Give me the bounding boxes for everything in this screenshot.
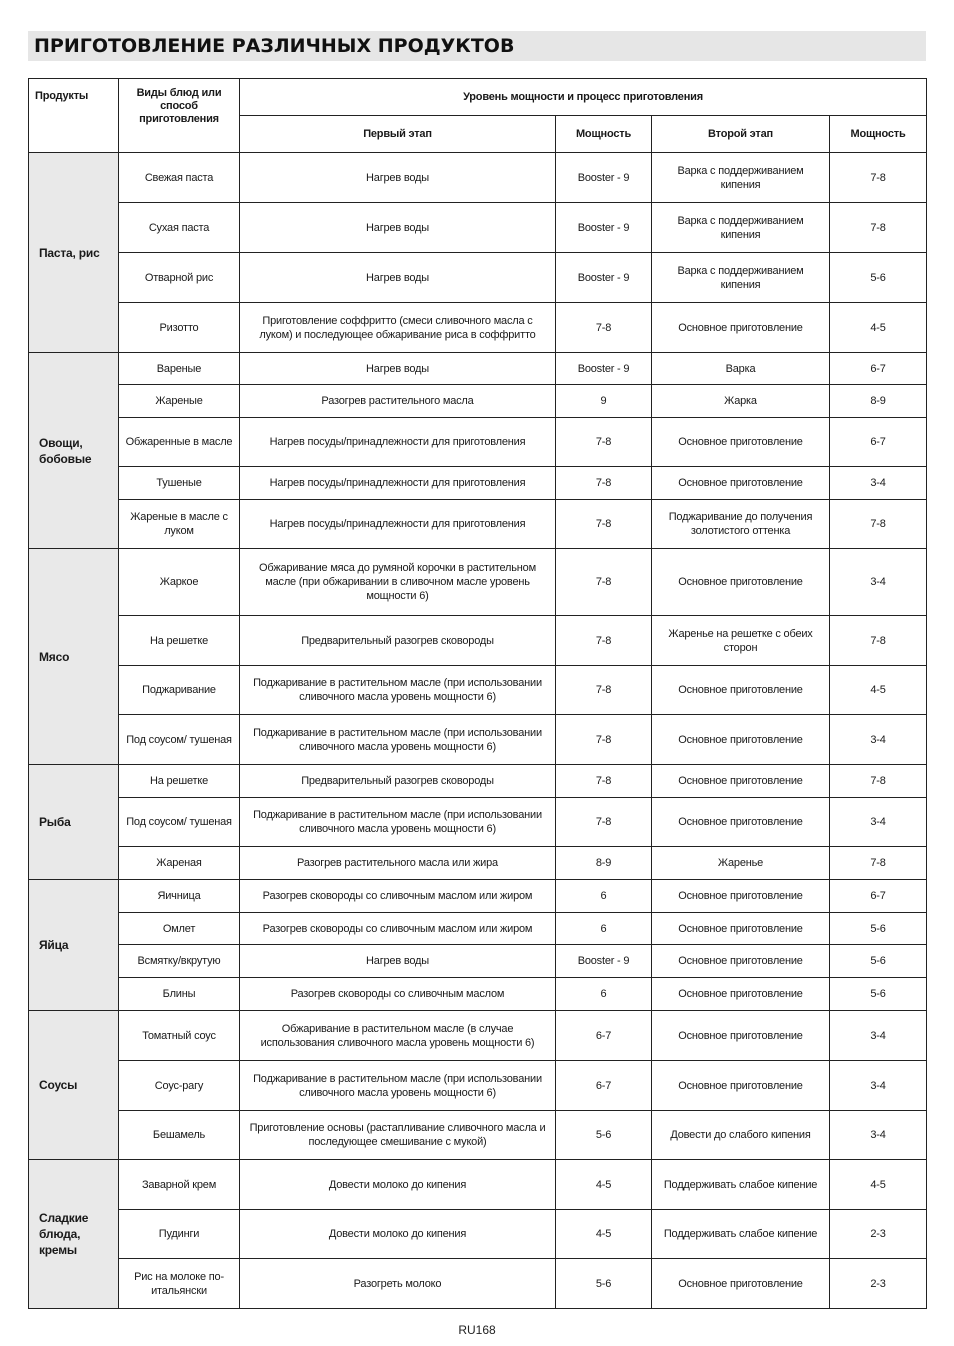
product-group-cell: Сладкие блюда, кремы [29,1160,119,1309]
power-1-cell: 7-8 [556,467,652,500]
table-row [29,765,927,798]
second-stage-cell: Основное приготовление [652,1259,830,1309]
dish-type-cell: Рис на молоке по-итальянски [119,1259,240,1309]
power-2-cell: 4-5 [830,303,927,353]
power-1-cell: Booster - 9 [556,253,652,303]
table-row [29,203,927,253]
power-2-cell: 3-4 [830,715,927,765]
header-second-stage: Второй этап [652,116,830,153]
power-1-cell: 6 [556,880,652,913]
dish-type-cell: Отварной рис [119,253,240,303]
product-group-cell: Паста, рис [29,153,119,353]
power-1-cell: Booster - 9 [556,203,652,253]
first-stage-cell: Разогрев растительного масла [240,385,556,418]
power-2-cell: 5-6 [830,253,927,303]
power-2-cell: 3-4 [830,1111,927,1160]
power-2-cell: 3-4 [830,1011,927,1061]
power-1-cell: 9 [556,385,652,418]
second-stage-cell: Поддерживать слабое кипение [652,1210,830,1259]
first-stage-cell: Обжаривание мяса до румяной корочки в растительном масле (при обжаривании в сливочном масле уровень мощности 6) [240,549,556,616]
first-stage-cell: Обжаривание в растительном масле (в случае использования сливочного масла уровень мощности 6) [240,1011,556,1061]
second-stage-cell: Основное приготовление [652,1011,830,1061]
dish-type-cell: Блины [119,978,240,1011]
dish-type-cell: Поджаривание [119,666,240,715]
power-1-cell: Booster - 9 [556,353,652,385]
power-1-cell: Booster - 9 [556,153,652,203]
dish-type-cell: На решетке [119,765,240,798]
second-stage-cell: Основное приготовление [652,715,830,765]
power-2-cell: 7-8 [830,847,927,880]
second-stage-cell: Основное приготовление [652,666,830,715]
power-1-cell: 7-8 [556,549,652,616]
dish-type-cell: Бешамель [119,1111,240,1160]
first-stage-cell: Нагрев воды [240,353,556,385]
header-power-2: Мощность [830,116,927,153]
power-1-cell: 5-6 [556,1259,652,1309]
power-2-cell: 7-8 [830,153,927,203]
power-2-cell: 7-8 [830,765,927,798]
power-2-cell: 7-8 [830,616,927,666]
table-row [29,418,927,467]
table-row [29,549,927,616]
second-stage-cell: Основное приготовление [652,798,830,847]
power-2-cell: 2-3 [830,1210,927,1259]
dish-type-cell: На решетке [119,616,240,666]
dish-type-cell: Жаркое [119,549,240,616]
table-row [29,945,927,978]
dish-type-cell: Ризотто [119,303,240,353]
header-dish-types: Виды блюд или способ приготовления [119,79,240,153]
power-1-cell: 6 [556,978,652,1011]
table-row [29,1259,927,1309]
dish-type-cell: Пудинги [119,1210,240,1259]
power-1-cell: 7-8 [556,798,652,847]
power-1-cell: 5-6 [556,1111,652,1160]
first-stage-cell: Предварительный разогрев сковороды [240,616,556,666]
first-stage-cell: Поджаривание в растительном масле (при использовании сливочного масла уровень мощности 6) [240,666,556,715]
header-power-level: Уровень мощности и процесс приготовления [240,79,927,116]
page-number: RU168 [458,1323,496,1337]
power-2-cell: 6-7 [830,880,927,913]
power-2-cell: 7-8 [830,203,927,253]
first-stage-cell: Нагрев воды [240,203,556,253]
second-stage-cell: Основное приготовление [652,765,830,798]
first-stage-cell: Нагрев воды [240,945,556,978]
dish-type-cell: Свежая паста [119,153,240,203]
power-2-cell: 5-6 [830,945,927,978]
table-row [29,798,927,847]
dish-type-cell: Жареная [119,847,240,880]
first-stage-cell: Разогреть молоко [240,1259,556,1309]
second-stage-cell: Основное приготовление [652,978,830,1011]
power-1-cell: 8-9 [556,847,652,880]
dish-type-cell: Тушеные [119,467,240,500]
first-stage-cell: Разогрев растительного масла или жира [240,847,556,880]
first-stage-cell: Разогрев сковороды со сливочным маслом [240,978,556,1011]
dish-type-cell: Вареные [119,353,240,385]
second-stage-cell: Жаренье [652,847,830,880]
table-row [29,913,927,945]
first-stage-cell: Приготовление основы (растапливание сливочного масла и последующее смешивание с мукой) [240,1111,556,1160]
first-stage-cell: Нагрев посуды/принадлежности для приготовления [240,500,556,549]
dish-type-cell: Обжаренные в масле [119,418,240,467]
power-1-cell: 4-5 [556,1160,652,1210]
table-row [29,500,927,549]
product-group-cell: Яйца [29,880,119,1011]
second-stage-cell: Основное приготовление [652,945,830,978]
second-stage-cell: Варка с поддерживанием кипения [652,253,830,303]
power-2-cell: 8-9 [830,385,927,418]
table-row [29,666,927,715]
first-stage-cell: Разогрев сковороды со сливочным маслом или жиром [240,913,556,945]
header-power-1: Мощность [556,116,652,153]
power-2-cell: 3-4 [830,467,927,500]
header-first-stage: Первый этап [240,116,556,153]
cooking-table [28,78,927,1309]
dish-type-cell: Яичница [119,880,240,913]
power-1-cell: 6 [556,913,652,945]
table-row [29,385,927,418]
first-stage-cell: Нагрев посуды/принадлежности для приготовления [240,418,556,467]
power-2-cell: 7-8 [830,500,927,549]
power-2-cell: 3-4 [830,1061,927,1111]
power-2-cell: 3-4 [830,549,927,616]
power-1-cell: 7-8 [556,616,652,666]
second-stage-cell: Основное приготовление [652,549,830,616]
second-stage-cell: Основное приготовление [652,467,830,500]
table-header [29,79,927,153]
table-row [29,847,927,880]
second-stage-cell: Основное приготовление [652,913,830,945]
power-2-cell: 5-6 [830,913,927,945]
second-stage-cell: Варка с поддерживанием кипения [652,153,830,203]
power-2-cell: 6-7 [830,418,927,467]
table-row [29,715,927,765]
table-row [29,253,927,303]
table-row [29,353,927,385]
power-1-cell: 4-5 [556,1210,652,1259]
second-stage-cell: Основное приготовление [652,418,830,467]
power-2-cell: 2-3 [830,1259,927,1309]
power-2-cell: 4-5 [830,666,927,715]
dish-type-cell: Омлет [119,913,240,945]
table-row [29,153,927,203]
second-stage-cell: Основное приготовление [652,1061,830,1111]
table-row [29,1011,927,1061]
first-stage-cell: Довести молоко до кипения [240,1160,556,1210]
power-1-cell: 7-8 [556,418,652,467]
first-stage-cell: Нагрев посуды/принадлежности для приготовления [240,467,556,500]
dish-type-cell: Заварной крем [119,1160,240,1210]
product-group-cell: Мясо [29,549,119,765]
power-1-cell: 7-8 [556,765,652,798]
power-1-cell: Booster - 9 [556,945,652,978]
power-2-cell: 5-6 [830,978,927,1011]
product-group-cell: Овощи, бобовые [29,353,119,549]
second-stage-cell: Основное приготовление [652,880,830,913]
power-1-cell: 7-8 [556,500,652,549]
second-stage-cell: Жаренье на решетке с обеих сторон [652,616,830,666]
power-1-cell: 7-8 [556,303,652,353]
second-stage-cell: Варка с поддерживанием кипения [652,203,830,253]
dish-type-cell: Всмятку/вкрутую [119,945,240,978]
first-stage-cell: Поджаривание в растительном масле (при использовании сливочного масла уровень мощности 6) [240,715,556,765]
dish-type-cell: Соус-рагу [119,1061,240,1111]
table-row [29,1111,927,1160]
first-stage-cell: Нагрев воды [240,253,556,303]
second-stage-cell: Жарка [652,385,830,418]
power-1-cell: 7-8 [556,666,652,715]
product-group-cell: Рыба [29,765,119,880]
first-stage-cell: Приготовление соффритто (смеси сливочного масла с луком) и последующее обжаривание риса в соффритто [240,303,556,353]
first-stage-cell: Довести молоко до кипения [240,1210,556,1259]
second-stage-cell: Основное приготовление [652,303,830,353]
second-stage-cell: Поддерживать слабое кипение [652,1160,830,1210]
dish-type-cell: Жареные [119,385,240,418]
dish-type-cell: Под соусом/ тушеная [119,798,240,847]
page-title: ПРИГОТОВЛЕНИЕ РАЗЛИЧНЫХ ПРОДУКТОВ [28,31,926,61]
table-body [29,153,927,1309]
first-stage-cell: Предварительный разогрев сковороды [240,765,556,798]
dish-type-cell: Сухая паста [119,203,240,253]
second-stage-cell: Варка [652,353,830,385]
table-row [29,880,927,913]
power-1-cell: 6-7 [556,1061,652,1111]
dish-type-cell: Жареные в масле с луком [119,500,240,549]
first-stage-cell: Нагрев воды [240,153,556,203]
power-2-cell: 3-4 [830,798,927,847]
table-row [29,1210,927,1259]
table-row [29,1160,927,1210]
dish-type-cell: Под соусом/ тушеная [119,715,240,765]
header-products: Продукты [29,79,119,153]
dish-type-cell: Томатный соус [119,1011,240,1061]
second-stage-cell: Довести до слабого кипения [652,1111,830,1160]
first-stage-cell: Разогрев сковороды со сливочным маслом или жиром [240,880,556,913]
table-row [29,303,927,353]
power-2-cell: 6-7 [830,353,927,385]
power-1-cell: 7-8 [556,715,652,765]
first-stage-cell: Поджаривание в растительном масле (при использовании сливочного масла уровень мощности 6) [240,798,556,847]
second-stage-cell: Поджаривание до получения золотистого оттенка [652,500,830,549]
table-row [29,467,927,500]
first-stage-cell: Поджаривание в растительном масле (при использовании сливочного масла уровень мощности 6) [240,1061,556,1111]
power-2-cell: 4-5 [830,1160,927,1210]
power-1-cell: 6-7 [556,1011,652,1061]
table-row [29,616,927,666]
product-group-cell: Соусы [29,1011,119,1160]
table-row [29,1061,927,1111]
table-row [29,978,927,1011]
